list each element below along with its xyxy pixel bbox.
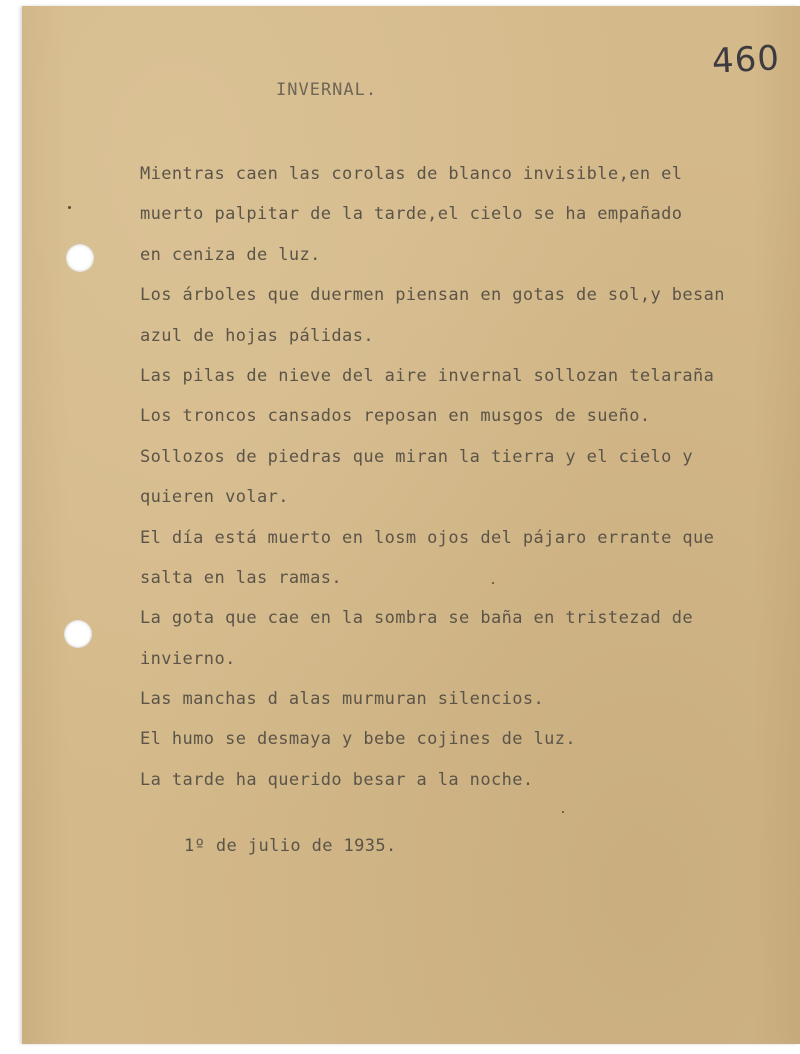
punch-hole — [66, 244, 94, 272]
poem-line: en ceniza de luz. — [140, 244, 321, 265]
poem-line: quieren volar. — [140, 487, 289, 508]
poem-line: invierno. — [140, 648, 236, 669]
poem-line: La tarde ha querido besar a la noche. — [140, 769, 534, 790]
poem-line: Las pilas de nieve del aire invernal sollozan telaraña — [140, 365, 715, 386]
poem-line: salta en las ramas. — [140, 567, 343, 588]
page-number: 460 — [711, 38, 782, 82]
paper-speck — [562, 811, 564, 813]
poem-title: INVERNAL. — [276, 80, 378, 100]
poem-date: 1º de julio de 1935. — [184, 836, 397, 856]
poem-line: Los árboles que duermen piensan en gotas de sol,y besan — [140, 285, 725, 306]
poem-line: muerto palpitar de la tarde,el cielo se ha empañado — [140, 204, 683, 225]
poem-line: Sollozos de piedras que miran la tierra y el cielo y — [140, 446, 694, 467]
poem-line: Las manchas d alas murmuran silencios. — [140, 689, 545, 710]
poem-line: Mientras caen las corolas de blanco invisible,en el — [140, 164, 683, 184]
document-page — [22, 6, 800, 1044]
punch-hole — [64, 620, 92, 648]
poem-body — [140, 154, 800, 800]
paper-speck — [68, 206, 71, 209]
poem-line: El humo se desmaya y bebe cojines de luz. — [140, 729, 577, 750]
poem-line: La gota que cae en la sombra se baña en tristezad de — [140, 608, 694, 629]
poem-line: Los troncos cansados reposan en musgos de sueño. — [140, 406, 651, 427]
poem-line: El día está muerto en losm ojos del pájaro errante que — [140, 527, 715, 548]
poem-line: azul de hojas pálidas. — [140, 325, 374, 346]
